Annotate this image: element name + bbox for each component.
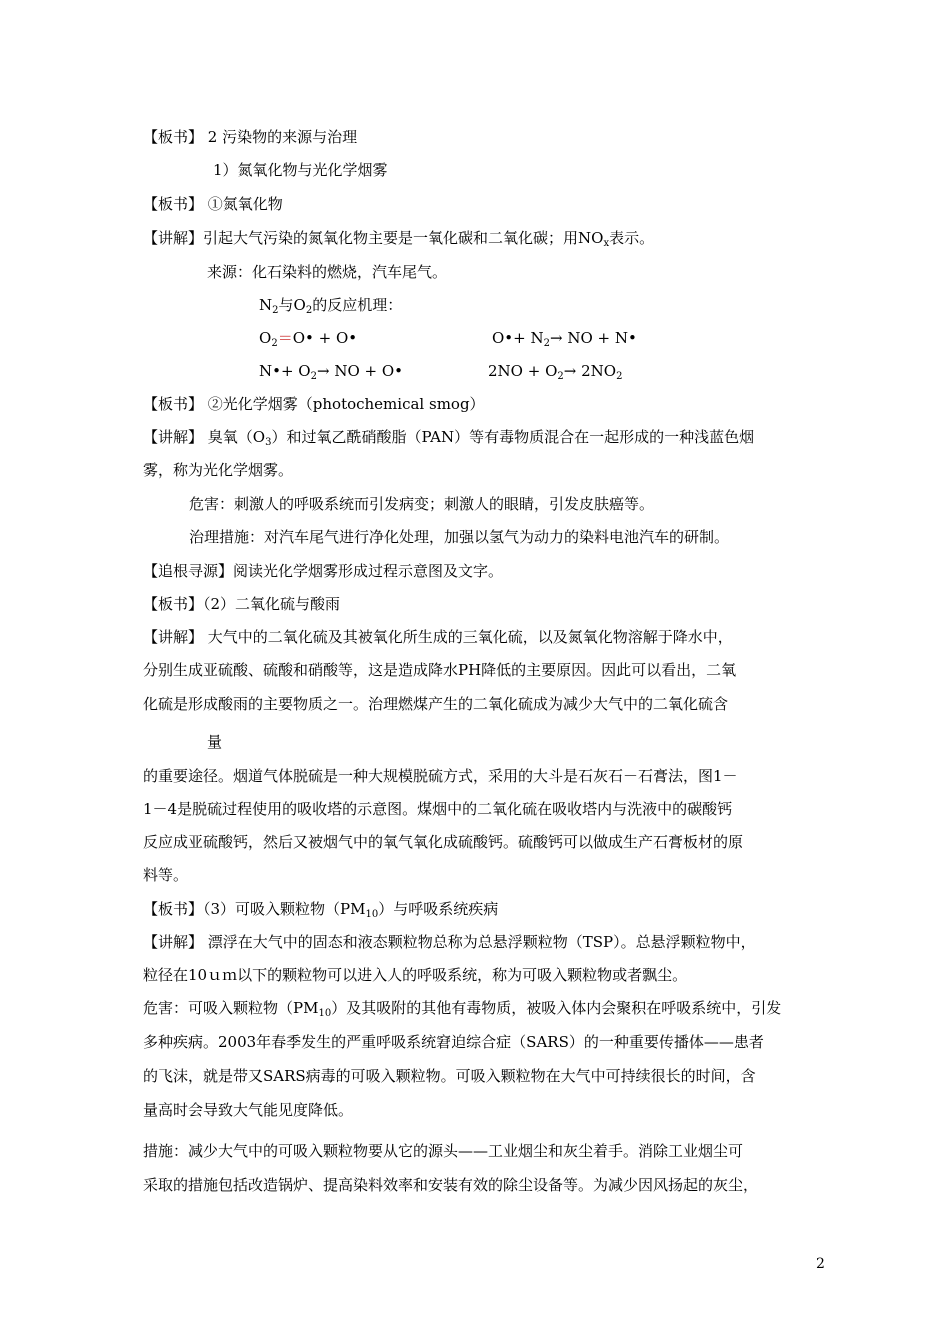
text: ）和过氧乙酰硝酸脂（PAN）等有毒物质混合在一起形成的一种浅蓝色烟 — [271, 428, 755, 446]
subscript: 3 — [265, 437, 272, 448]
paragraph-line — [143, 561, 503, 581]
text: 治理措施：对汽车尾气进行净化处理，加强以氢气为动力的染料电池汽车的研制。 — [189, 528, 730, 546]
subscript: 2 — [557, 371, 564, 382]
text: → NO + N• — [549, 329, 637, 347]
equation-2 — [492, 328, 637, 354]
paragraph-line — [207, 732, 222, 752]
text: 【讲解】引起大气污染的氮氧化物主要是一氧化碳和二氧化碳；用NO — [143, 229, 604, 247]
paragraph-line — [143, 998, 781, 1024]
subheading-nox-smog — [213, 160, 388, 180]
heading-pm10 — [143, 899, 498, 925]
paragraph-line — [143, 1141, 743, 1161]
text: 量 — [207, 733, 223, 751]
text: 措施：减少大气中的可吸入颗粒物要从它的源头——工业烟尘和灰尘着手。消除工业烟尘可 — [143, 1142, 744, 1160]
text: 危害：刺激人的呼吸系统而引发病变；刺激人的眼睛，引发皮肤癌等。 — [189, 495, 655, 513]
text: 【讲解】 大气中的二氧化硫及其被氧化所生成的三氧化硫，以及氮氧化物溶解于降水中， — [143, 628, 733, 646]
paragraph-line — [143, 932, 756, 952]
paragraph-line — [143, 1100, 353, 1120]
text: O•+ N — [492, 329, 544, 347]
text: 雾，称为光化学烟雾。 — [143, 461, 294, 479]
paragraph-line — [143, 460, 293, 480]
subscript: 10 — [318, 1008, 332, 1019]
equals-sign: ＝ — [277, 329, 293, 347]
paragraph-line — [143, 427, 754, 453]
text: 反应成亚硫酸钙，然后又被烟气中的氧气氧化成硫酸钙。硫酸钙可以做成生产石膏板材的原 — [143, 833, 744, 851]
text: 【板书】（3）可吸入颗粒物（PM — [143, 900, 366, 918]
text: → 2NO — [563, 362, 617, 380]
paragraph-line — [189, 494, 654, 514]
heading-nox — [143, 194, 283, 214]
subscript: 2 — [271, 338, 278, 349]
text: 的飞沫，就是带又SARS病毒的可吸入颗粒物。可吸入颗粒物在大气中可持续很长的时间，含 — [143, 1067, 756, 1085]
text: O• + O• — [292, 329, 358, 347]
paragraph-line — [143, 965, 687, 985]
paragraph-line — [143, 832, 743, 852]
text: 2NO + O — [488, 362, 558, 380]
text: 量高时会导致大气能见度降低。 — [143, 1101, 354, 1119]
heading-pollution-sources — [143, 127, 357, 147]
paragraph-line — [189, 527, 729, 547]
text: ）及其吸附的其他有毒物质，被吸入体内会聚积在呼吸系统中，引发 — [331, 999, 782, 1017]
paragraph-line — [143, 694, 728, 714]
paragraph-line — [143, 865, 188, 885]
text: 分别生成亚硫酸、硫酸和硝酸等，这是造成降水PH降低的主要原因。因此可以看出，二氧 — [143, 661, 737, 679]
text: N•+ O — [259, 362, 311, 380]
text: 化硫是形成酸雨的主要物质之一。治理燃煤产生的二氧化硫成为减少大气中的二氧化硫含 — [143, 695, 729, 713]
heading-so2-acid-rain — [143, 594, 340, 614]
text: 【讲解】 臭氧（O — [143, 428, 266, 446]
paragraph-line — [143, 799, 732, 819]
text: → NO + O• — [316, 362, 403, 380]
text: 的重要途径。烟道气体脱硫是一种大规模脱硫方式，采用的大斗是石灰石－石膏法，图1－ — [143, 767, 738, 785]
text: ）与呼吸系统疾病 — [378, 900, 499, 918]
text: 与O — [278, 296, 306, 314]
text: 【板书】 2 污染物的来源与治理 — [143, 128, 358, 146]
text: 料等。 — [143, 866, 189, 884]
paragraph-line — [143, 766, 738, 786]
heading-photochemical-smog — [143, 394, 485, 414]
subscript: 10 — [365, 909, 379, 920]
paragraph-line — [143, 1066, 756, 1086]
text: 的反应机理： — [312, 296, 403, 314]
subscript: 2 — [310, 371, 317, 382]
text: 【板书】（2）二氧化硫与酸雨 — [143, 595, 341, 613]
text: 【追根寻源】阅读光化学烟雾形成过程示意图及文字。 — [143, 562, 504, 580]
text: 表示。 — [609, 229, 655, 247]
text: 【讲解】 漂浮在大气中的固态和液态颗粒物总称为总悬浮颗粒物（TSP）。总悬浮颗粒物中， — [143, 933, 756, 951]
text: O — [259, 329, 272, 347]
subscript: x — [603, 238, 610, 249]
text: 来源：化石染料的燃烧，汽车尾气。 — [207, 263, 448, 281]
text: 危害：可吸入颗粒物（PM — [143, 999, 319, 1017]
equation-1 — [259, 328, 357, 354]
equation-4 — [488, 361, 622, 387]
text: 采取的措施包括改造锅炉、提高染料效率和安装有效的除尘设备等。为减少因风扬起的灰尘， — [143, 1176, 759, 1194]
mechanism-title — [259, 295, 402, 321]
subscript: 2 — [543, 338, 550, 349]
text: 【板书】 ①氮氧化物 — [143, 195, 283, 213]
paragraph-line — [143, 1175, 758, 1195]
page-number: 2 — [816, 1256, 825, 1272]
text: N — [259, 296, 273, 314]
text: 1）氮氧化物与光化学烟雾 — [213, 161, 388, 179]
equation-3 — [259, 361, 403, 387]
paragraph-line — [143, 660, 736, 680]
paragraph-line — [143, 627, 733, 647]
paragraph-line — [143, 1032, 764, 1052]
subscript: 2 — [616, 371, 623, 382]
paragraph-line — [207, 262, 447, 282]
subscript: 2 — [305, 305, 313, 316]
text: 1－4是脱硫过程使用的吸收塔的示意图。煤烟中的二氧化硫在吸收塔内与洗液中的碳酸钙 — [143, 800, 733, 818]
text: 多种疾病。2003年春季发生的严重呼吸系统窘迫综合症（SARS）的一种重要传播体——患者 — [143, 1033, 764, 1051]
subscript: 2 — [272, 305, 279, 316]
paragraph-line — [143, 228, 654, 254]
text: 粒径在10ｕｍ以下的颗粒物可以进入人的呼吸系统，称为可吸入颗粒物或者飘尘。 — [143, 966, 688, 984]
text: 【板书】 ②光化学烟雾（photochemical smog） — [143, 395, 485, 413]
